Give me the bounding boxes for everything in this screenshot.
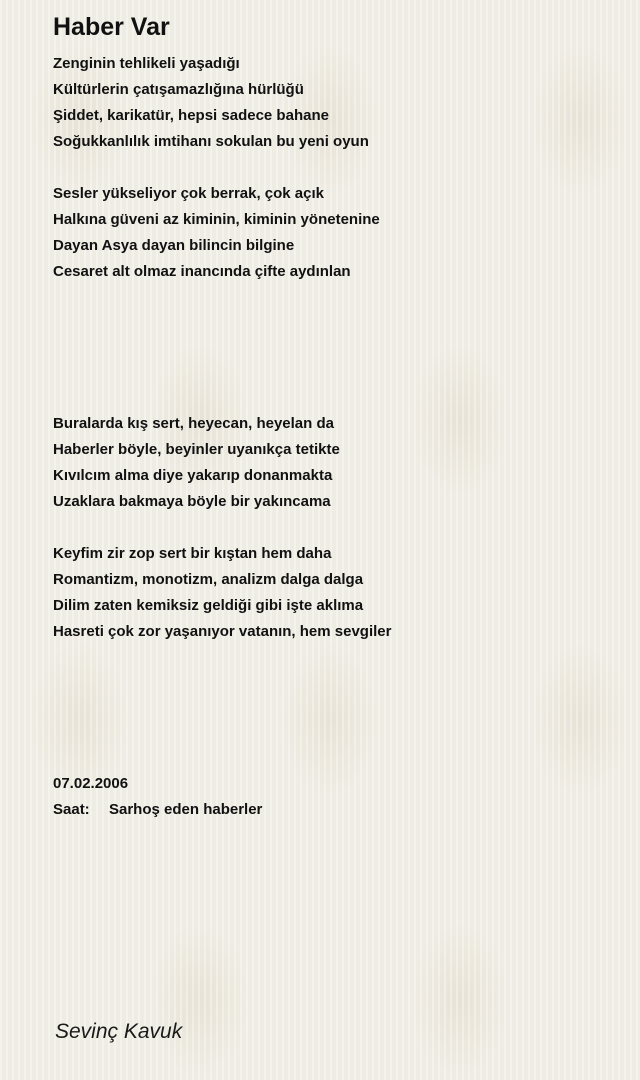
poem-line: Romantizm, monotizm, analizm dalga dalga <box>53 571 364 588</box>
saat-label: Saat: <box>53 801 90 818</box>
poem-line: Sesler yükseliyor çok berrak, çok açık <box>53 185 325 202</box>
poem-line: Uzaklara bakmaya böyle bir yakıncama <box>53 493 331 510</box>
stanza-4 <box>53 541 391 645</box>
poem-line: Keyfim zir zop sert bir kıştan hem daha <box>53 545 332 562</box>
poem-line: Halkına güveni az kiminin, kiminin yönetenine <box>53 211 380 228</box>
poem-line: Soğukkanlılık imtihanı sokulan bu yeni oyun <box>53 133 369 150</box>
poem-date: 07.02.2006 <box>53 775 129 792</box>
saat-row <box>53 797 262 823</box>
poem-line: Zenginin tehlikeli yaşadığı <box>53 55 240 72</box>
author-name: Sevinç Kavuk <box>55 1020 183 1043</box>
poem-title: Haber Var <box>53 13 170 41</box>
poem-line: Haberler böyle, beyinler uyanıkça tetikte <box>53 441 340 458</box>
stanza-1 <box>53 51 369 155</box>
poem-line: Şiddet, karikatür, hepsi sadece bahane <box>53 107 329 124</box>
poem-line: Kıvılcım alma diye yakarıp donanmakta <box>53 467 333 484</box>
poem-line: Hasreti çok zor yaşanıyor vatanın, hem sevgiler <box>53 623 392 640</box>
poem-line: Cesaret alt olmaz inancında çifte aydınlan <box>53 263 351 280</box>
stanza-3 <box>53 411 340 515</box>
poem-line: Buralarda kış sert, heyecan, heyelan da <box>53 415 334 432</box>
poem-line: Dilim zaten kemiksiz geldiği gibi işte aklıma <box>53 597 364 614</box>
saat-value: Sarhoş eden haberler <box>109 801 263 818</box>
poem-line: Kültürlerin çatışamazlığına hürlüğü <box>53 81 304 98</box>
poem-line: Dayan Asya dayan bilincin bilgine <box>53 237 295 254</box>
stanza-2 <box>53 181 380 285</box>
